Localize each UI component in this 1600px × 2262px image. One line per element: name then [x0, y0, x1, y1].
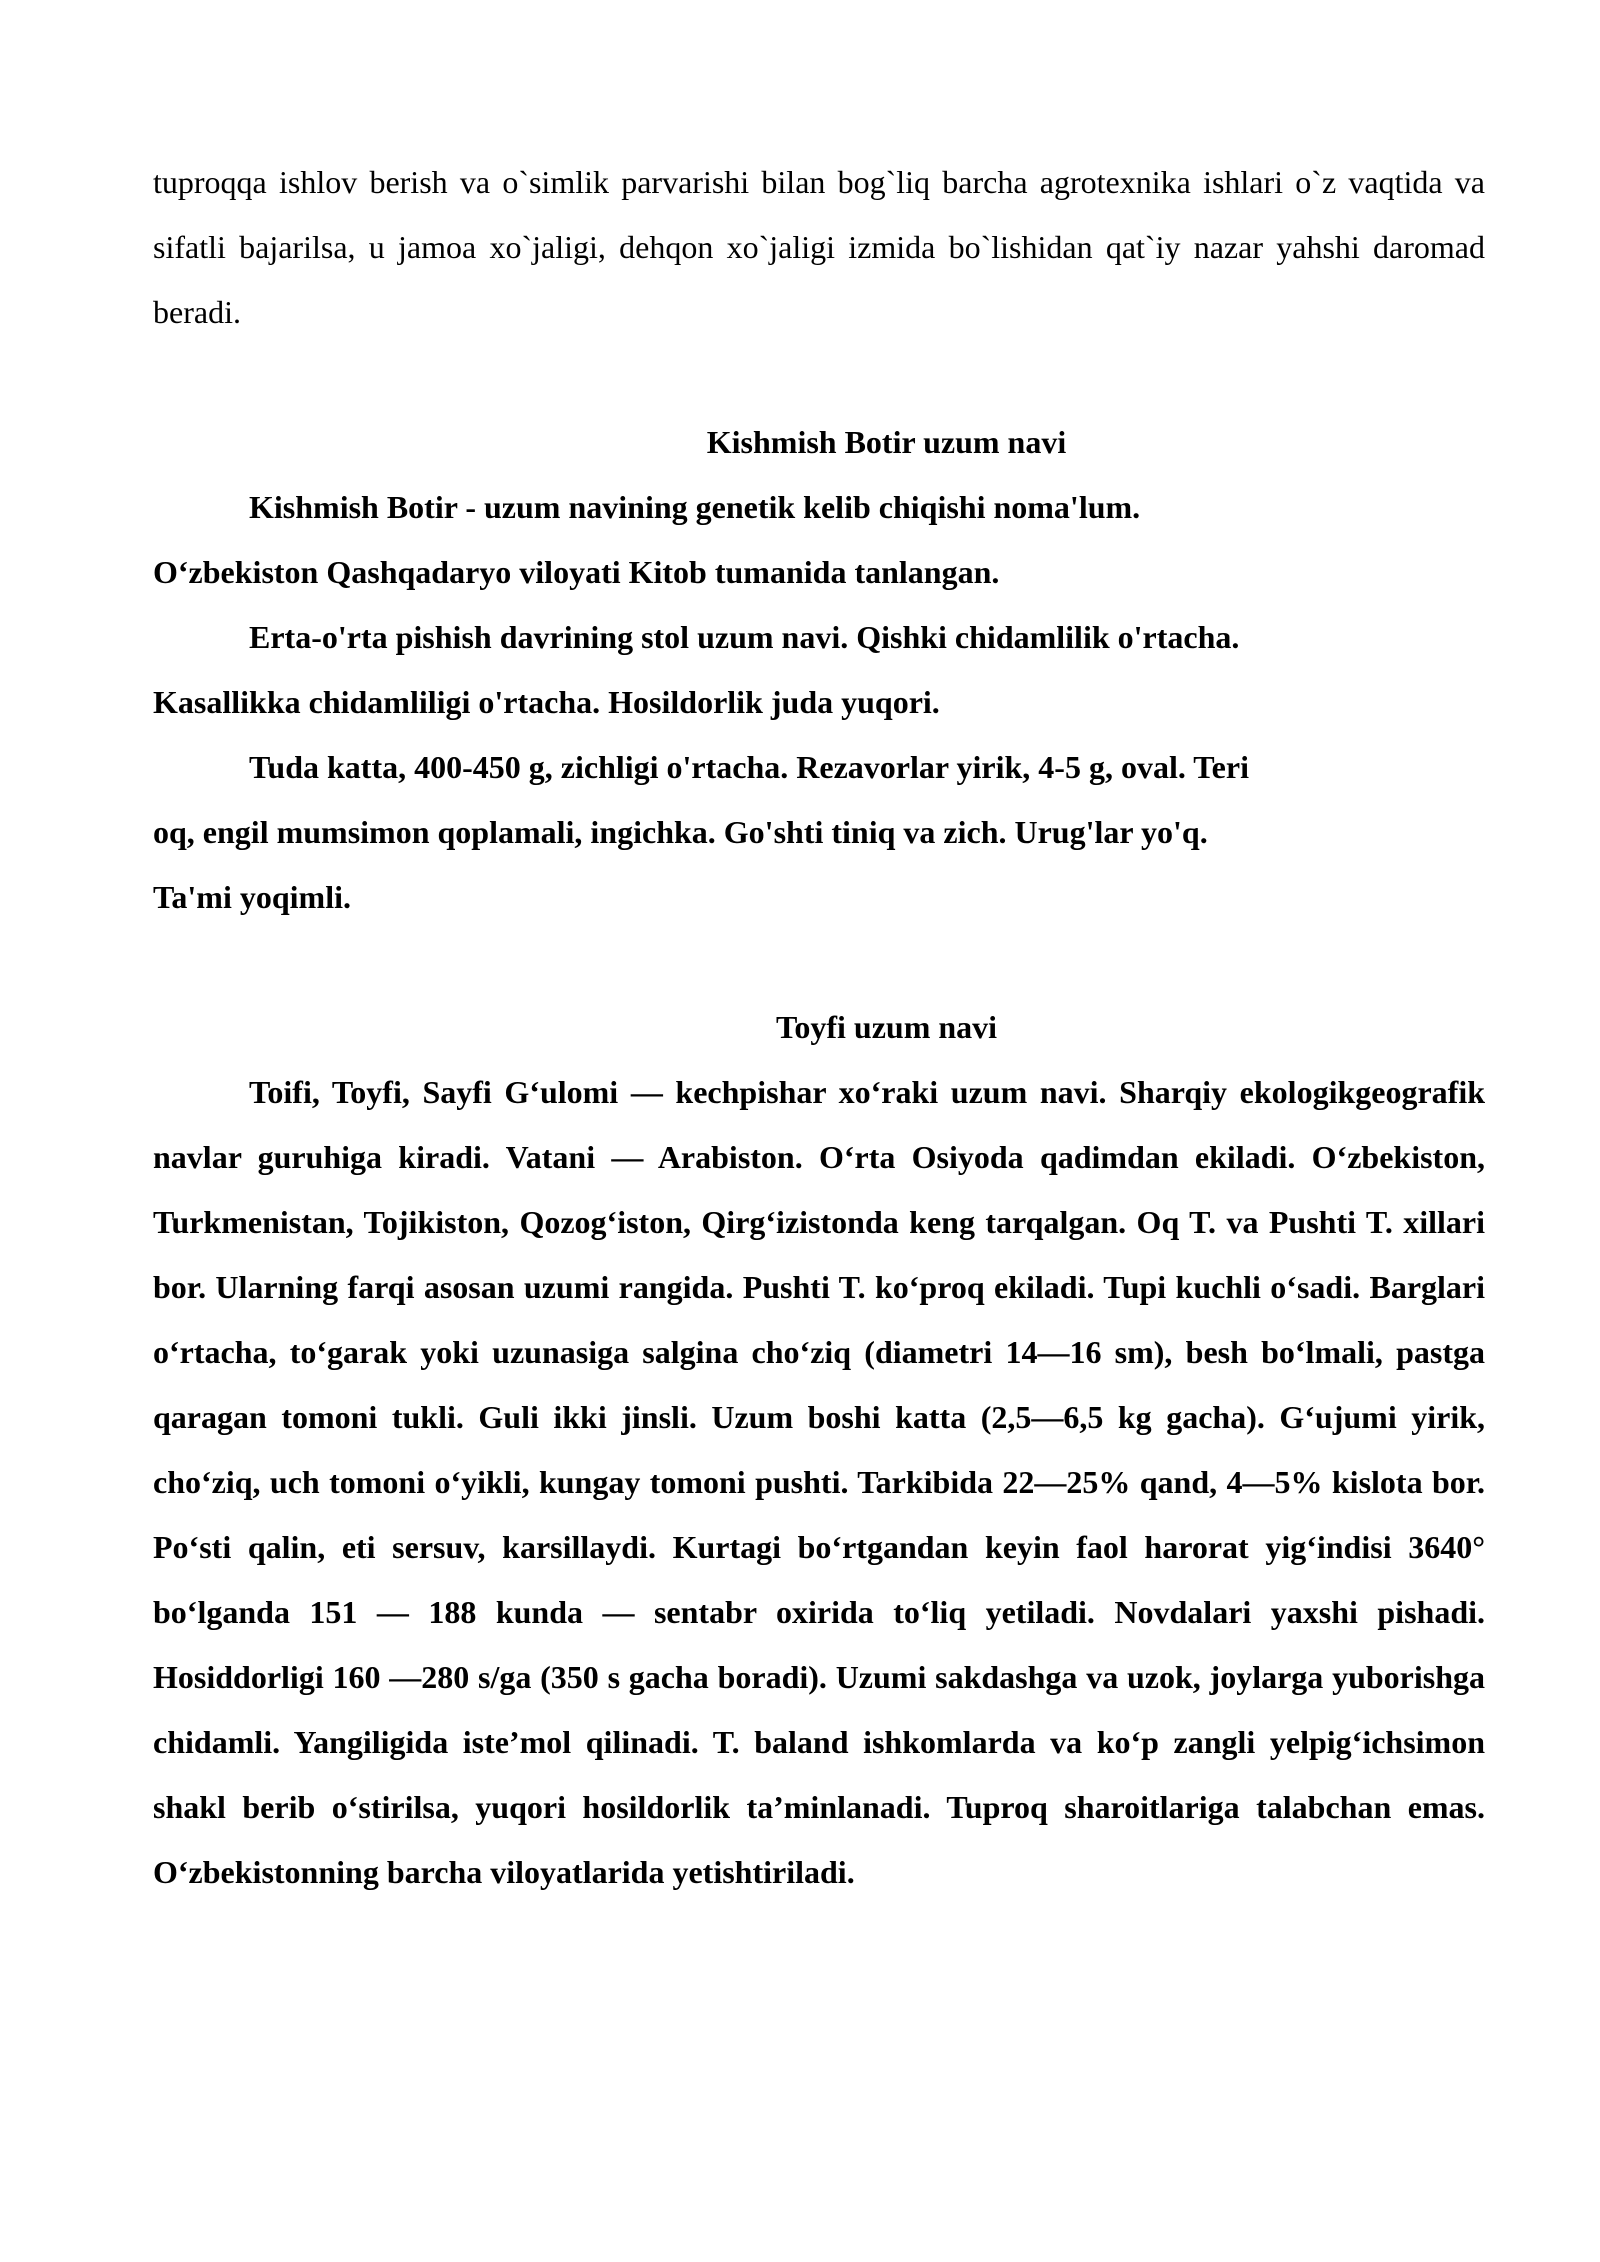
paragraph-line: Tuda katta, 400-450 g, zichligi o'rtacha. Rezavorlar yirik, 4-5 g, oval. Teri — [249, 749, 1249, 785]
paragraph-line: Kasallikka chidamliligi o'rtacha. Hosildorlik juda yuqori. — [153, 684, 940, 720]
document-page — [153, 150, 1485, 1905]
paragraph-line: Erta-o'rta pishish davrining stol uzum navi. Qishki chidamlilik o'rtacha. — [249, 619, 1240, 655]
intro-paragraph: tuproqqa ishlov berish va o`simlik parvarishi bilan bog`liq barcha agrotexnika ishlari o`z vaqtida va sifatli bajarilsa, u jamoa xo`jaligi, dehqon xo`jaligi izmida bo`lishidan qat`iy nazar yahshi daromad beradi. — [153, 164, 1485, 330]
paragraph-line: O‘zbekiston Qashqadaryo viloyati Kitob tumanida tanlangan. — [153, 554, 1000, 590]
kishmish-botir-description — [153, 475, 1485, 930]
paragraph-line: Ta'mi yoqimli. — [153, 879, 351, 915]
paragraph-line: oq, engil mumsimon qoplamali, ingichka. Go'shti tiniq va zich. Urug'lar yo'q. — [153, 814, 1208, 850]
paragraph-line: Kishmish Botir - uzum navining genetik kelib chiqishi noma'lum. — [249, 489, 1141, 525]
section-title-toyfi: Toyfi uzum navi — [775, 1009, 998, 1045]
toyfi-description: Toifi, Toyfi, Sayfi G‘ulomi — kechpishar xo‘raki uzum navi. Sharqiy ekologikgeografik navlar guruhiga kiradi. Vatani — Arabiston. O‘rta Osiyoda qadimdan ekiladi. O‘zbekiston, Turkmenistan, Tojikiston, Qozog‘iston, Qirg‘izistonda keng tarqalgan. Oq T. va Pushti T. xillari bor. Ularning farqi asosan uzumi rangida. Pushti T. ko‘proq ekiladi. Tupi kuchli o‘sadi. Barglari o‘rtacha, to‘garak yoki uzunasiga salgina cho‘ziq (diametri 14—16 sm), besh bo‘lmali, pastga qaragan tomoni tukli. Guli ikki jinsli. Uzum boshi katta (2,5—6,5 kg gacha). G‘ujumi yirik, cho‘ziq, uch tomoni o‘yikli, kungay tomoni pushti. Tarkibida 22—25% qand, 4—5% kislota bor. Po‘sti qalin, eti sersuv, karsillaydi. Kurtagi bo‘rtgandan keyin faol harorat yig‘indisi 3640° bo‘lganda 151 — 188 kunda — sentabr oxirida to‘liq yetiladi. Novdalari yaxshi pishadi. Hosiddorligi 160 —280 s/ga (350 s gacha boradi). Uzumi sakdashga va uzok, joylarga yuborishga chidamli. Yangiligida iste’mol qilinadi. T. baland ishkomlarda va ko‘p zangli yelpig‘ichsimon shakl berib o‘stirilsa, yuqori hosildorlik ta’minlanadi. Tuproq sharoitlariga talabchan emas. O‘zbekistonning barcha viloyatlarida yetishtiriladi. — [153, 1074, 1485, 1890]
section-title-kishmish-botir: Kishmish Botir uzum navi — [706, 424, 1067, 460]
